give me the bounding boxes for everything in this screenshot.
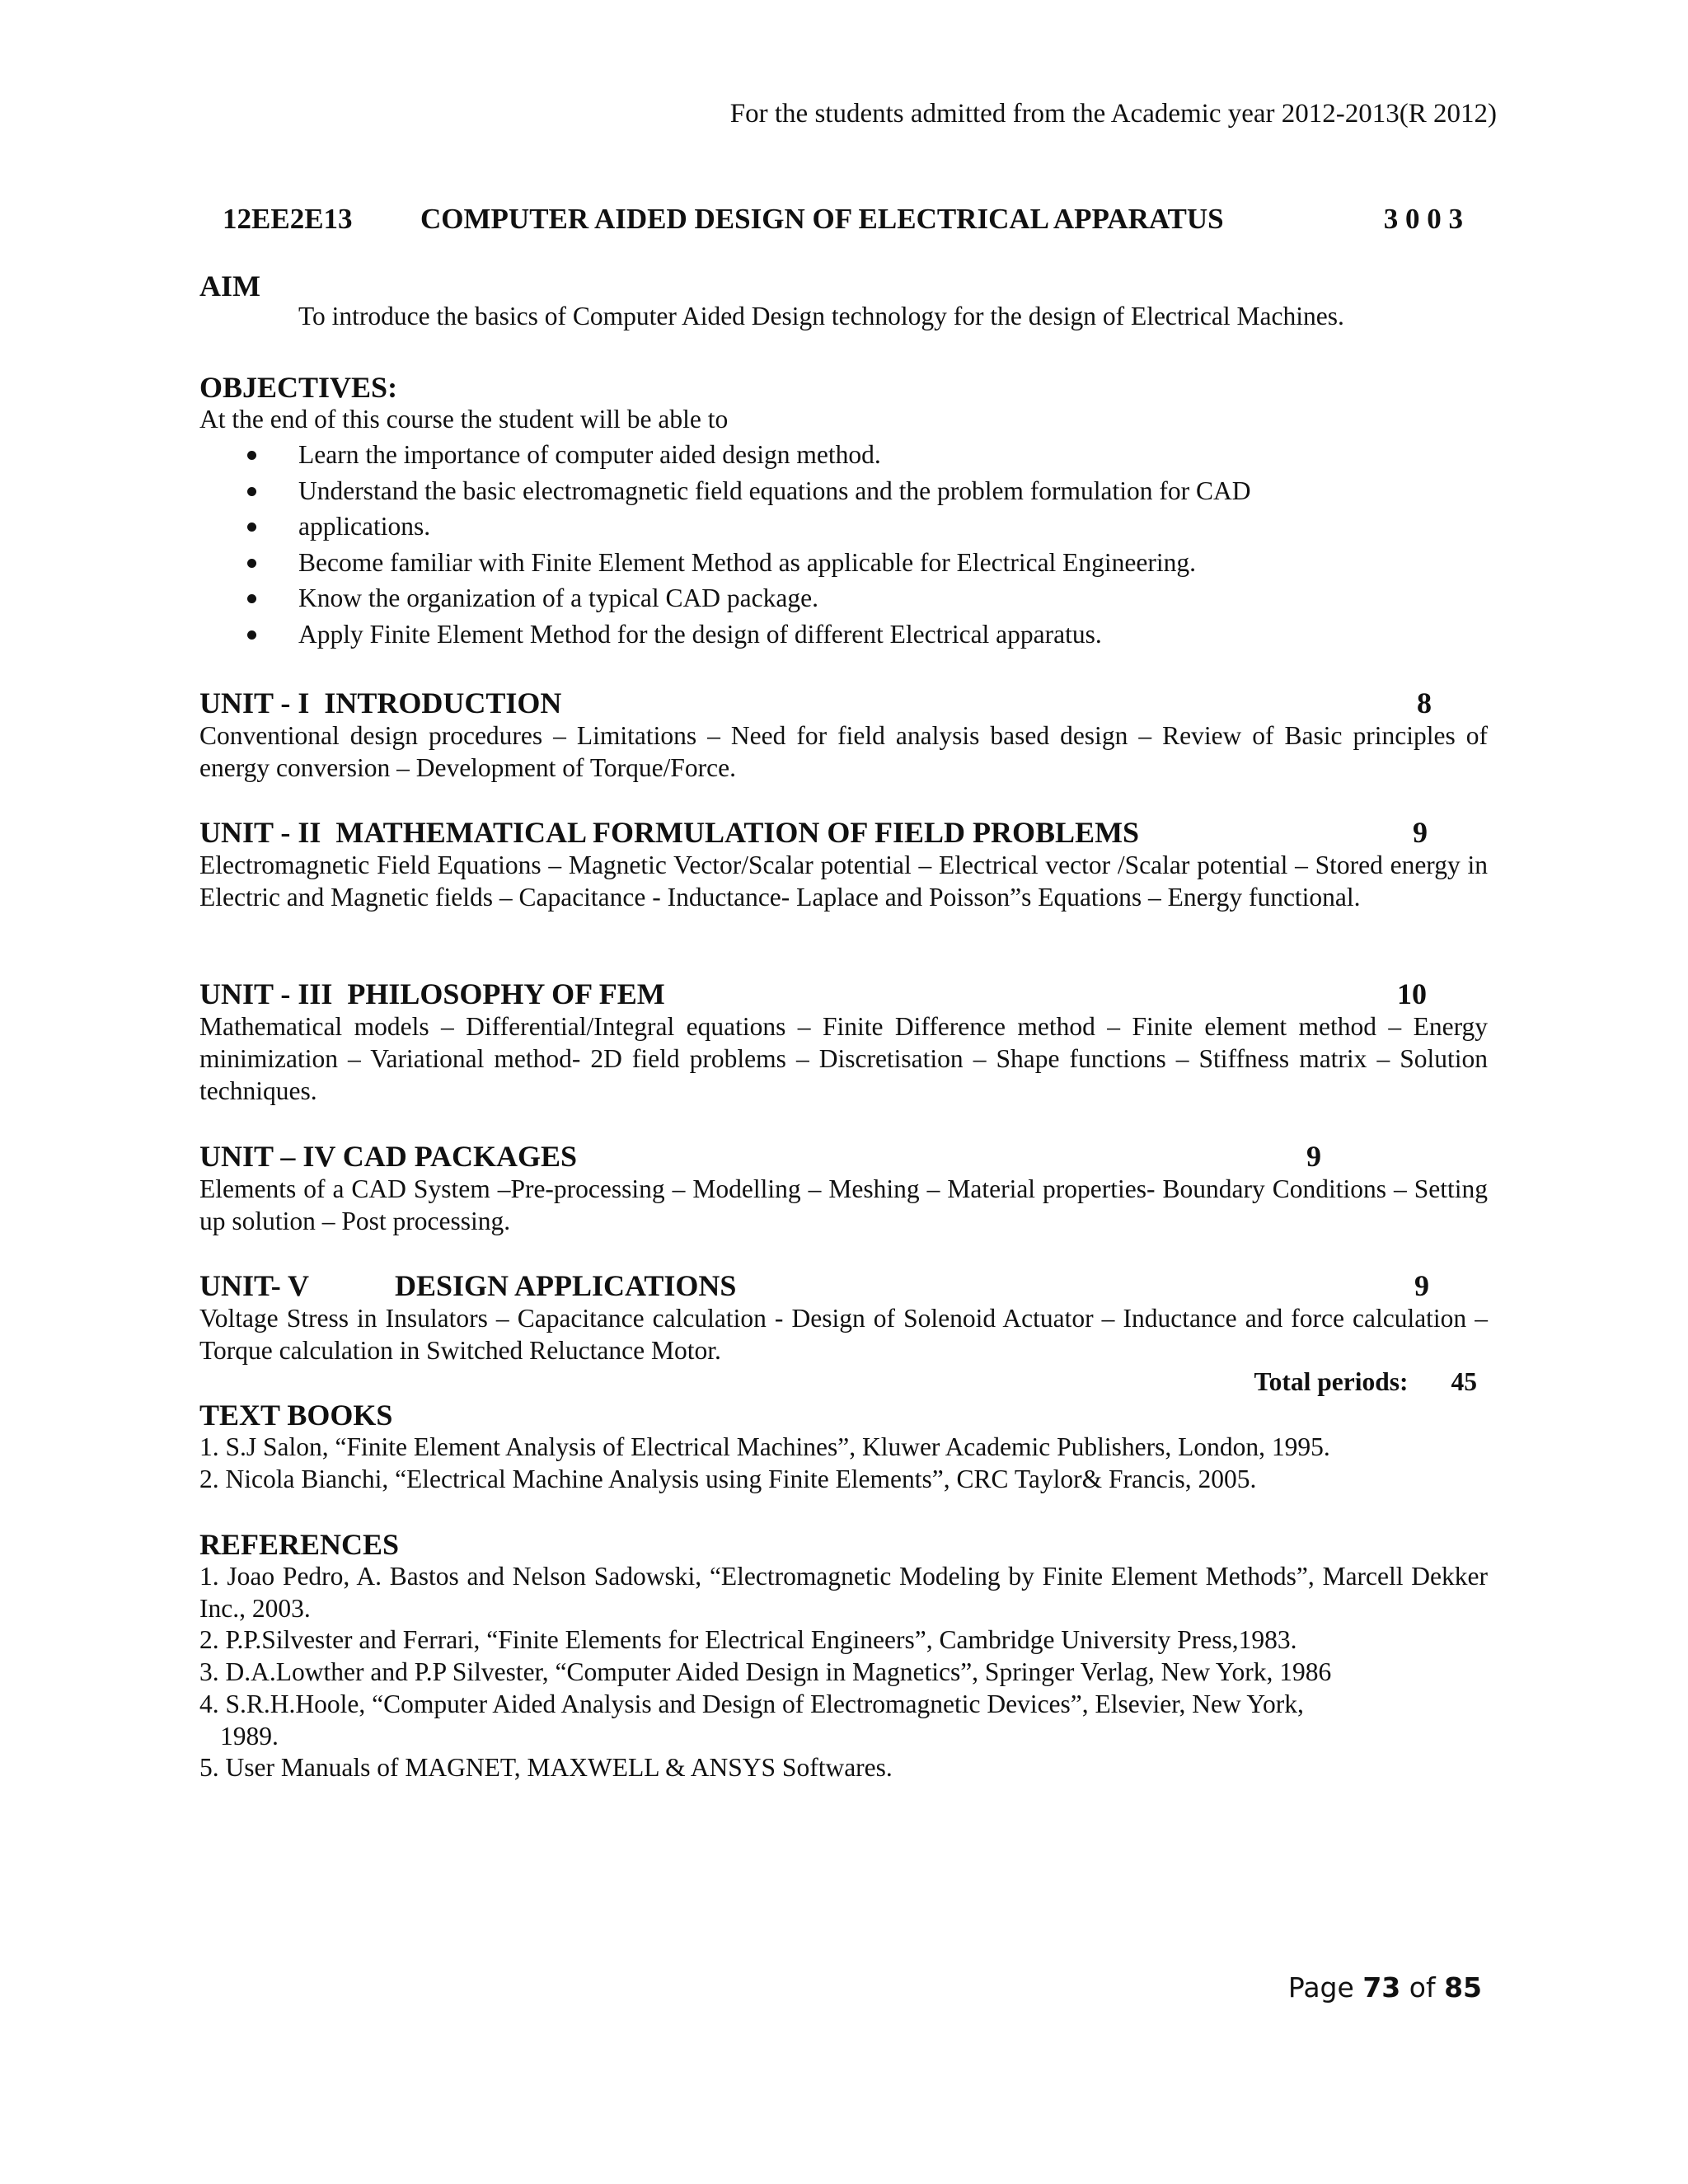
objective-item bbox=[199, 473, 1488, 509]
objective-text: applications. bbox=[298, 512, 431, 541]
page-total: 85 bbox=[1444, 1971, 1482, 2004]
unit-5-header bbox=[199, 1269, 1488, 1302]
reference-item: 1. Joao Pedro, A. Bastos and Nelson Sadowski, “Electromagnetic Modeling by Finite Element Methods”, Marcell Dekker Inc., 2003. bbox=[199, 1562, 1488, 1623]
unit-1-header bbox=[199, 687, 1488, 719]
unit-2-header bbox=[199, 816, 1488, 849]
unit-1-title: UNIT - I INTRODUCTION bbox=[199, 687, 562, 719]
references-heading: REFERENCES bbox=[199, 1528, 400, 1561]
unit-3-header bbox=[199, 977, 1488, 1010]
page-label: Page bbox=[1287, 1971, 1354, 2004]
objective-text: Know the organization of a typical CAD package. bbox=[298, 583, 818, 612]
unit-4-header bbox=[199, 1140, 1488, 1173]
references-section bbox=[199, 1528, 1488, 1784]
unit-3-content: Mathematical models – Differential/Integral equations – Finite Difference method – Finite element method – Energy minimization – Variational method- 2D field problems – Discretisation – Shape functions – Stiffness matrix – Solution techniques. bbox=[199, 1012, 1488, 1105]
reference-item: 5. User Manuals of MAGNET, MAXWELL & ANSYS Softwares. bbox=[199, 1753, 893, 1783]
aim-text: To introduce the basics of Computer Aided Design technology for the design of Electrical Machines. bbox=[298, 302, 1344, 330]
text-book-item: 2. Nicola Bianchi, “Electrical Machine Analysis using Finite Elements”, CRC Taylor& Francis, 2005. bbox=[199, 1464, 1257, 1493]
unit-2-content: Electromagnetic Field Equations – Magnetic Vector/Scalar potential – Electrical vector /Scalar potential – Stored energy in Electric and Magnetic fields – Capacitance - Inductance- Laplace and Poisson”s Equations – Energy functional. bbox=[199, 851, 1488, 912]
regulation-note: For the students admitted from the Academic year 2012-2013(R 2012) bbox=[729, 99, 1497, 129]
objective-item bbox=[199, 580, 1488, 616]
course-code: 12EE2E13 bbox=[223, 203, 353, 235]
page-of: of bbox=[1409, 1971, 1436, 2004]
text-book-item: 1. S.J Salon, “Finite Element Analysis of Electrical Machines”, Kluwer Academic Publishers, London, 1995. bbox=[199, 1432, 1330, 1461]
unit-3-hours: 10 bbox=[1397, 977, 1427, 1010]
unit-3-title: UNIT - III PHILOSOPHY OF FEM bbox=[199, 977, 665, 1010]
course-title-row bbox=[223, 201, 1463, 237]
text-books-heading: TEXT BOOKS bbox=[199, 1399, 393, 1432]
total-periods bbox=[1254, 1366, 1478, 1399]
bullet-icon bbox=[247, 523, 256, 532]
unit-2-hours: 9 bbox=[1413, 816, 1428, 849]
bullet-icon bbox=[247, 559, 256, 568]
course-credits: 3 0 0 3 bbox=[1383, 203, 1463, 235]
reference-item-continuation: 1989. bbox=[220, 1721, 279, 1750]
objectives-heading: OBJECTIVES: bbox=[199, 371, 398, 404]
objective-text: Learn the importance of computer aided design method. bbox=[298, 440, 881, 469]
reference-item: 4. S.R.H.Hoole, “Computer Aided Analysis and Design of Electromagnetic Devices”, Elsevier, New York, bbox=[199, 1689, 1304, 1718]
page-current: 73 bbox=[1362, 1971, 1401, 2004]
objective-item bbox=[199, 545, 1488, 581]
unit-5-content: Voltage Stress in Insulators – Capacitance calculation - Design of Solenoid Actuator – Inductance and force calculation – Torque calculation in Switched Reluctance Motor. bbox=[199, 1304, 1488, 1365]
objective-item bbox=[199, 616, 1488, 653]
unit-4-content: Elements of a CAD System –Pre-processing – Modelling – Meshing – Material properties- Boundary Conditions – Setting up solution – Post processing. bbox=[199, 1174, 1488, 1235]
unit-1-section bbox=[199, 687, 1488, 784]
bullet-icon bbox=[247, 451, 256, 460]
unit-4-title: UNIT – IV CAD PACKAGES bbox=[199, 1140, 578, 1173]
objective-text: Understand the basic electromagnetic field equations and the problem formulation for CAD bbox=[298, 476, 1251, 505]
unit-1-content: Conventional design procedures – Limitations – Need for field analysis based design – Review of Basic principles of energy conversion – Development of Torque/Force. bbox=[199, 721, 1488, 782]
bullet-icon bbox=[247, 594, 256, 603]
objective-text: Apply Finite Element Method for the design of different Electrical apparatus. bbox=[298, 619, 1102, 649]
text-books-section bbox=[199, 1399, 1488, 1495]
total-periods-value: 45 bbox=[1451, 1367, 1477, 1396]
unit-5-section bbox=[199, 1269, 1488, 1366]
objective-text: Become familiar with Finite Element Method as applicable for Electrical Engineering. bbox=[298, 547, 1196, 577]
objective-item bbox=[199, 437, 1488, 473]
objective-item bbox=[199, 509, 1488, 545]
reference-item: 3. D.A.Lowther and P.P Silvester, “Computer Aided Design in Magnetics”, Springer Verlag, New York, 1986 bbox=[199, 1657, 1332, 1687]
unit-2-title: UNIT - II MATHEMATICAL FORMULATION OF FIELD PROBLEMS bbox=[199, 816, 1140, 849]
bullet-icon bbox=[247, 630, 256, 640]
bullet-icon bbox=[247, 487, 256, 496]
total-periods-label: Total periods: bbox=[1254, 1367, 1409, 1396]
unit-5-title: UNIT- V bbox=[199, 1269, 310, 1302]
unit-4-section bbox=[199, 1140, 1488, 1237]
unit-4-hours: 9 bbox=[1306, 1140, 1321, 1173]
objectives-section bbox=[199, 371, 1488, 652]
unit-2-section bbox=[199, 816, 1488, 913]
reference-item: 2. P.P.Silvester and Ferrari, “Finite Elements for Electrical Engineers”, Cambridge University Press,1983. bbox=[199, 1625, 1297, 1655]
unit-5-hours: 9 bbox=[1414, 1269, 1429, 1302]
objectives-list bbox=[199, 437, 1488, 652]
aim-heading: AIM bbox=[199, 269, 260, 302]
course-name: COMPUTER AIDED DESIGN OF ELECTRICAL APPARATUS bbox=[420, 203, 1224, 235]
aim-section bbox=[199, 269, 1488, 332]
page-number bbox=[1288, 1971, 1482, 2004]
unit-1-hours: 8 bbox=[1417, 687, 1432, 719]
unit-5-subtitle: DESIGN APPLICATIONS bbox=[395, 1269, 737, 1302]
objectives-intro: At the end of this course the student will be able to bbox=[199, 405, 729, 434]
unit-3-section bbox=[199, 977, 1488, 1107]
